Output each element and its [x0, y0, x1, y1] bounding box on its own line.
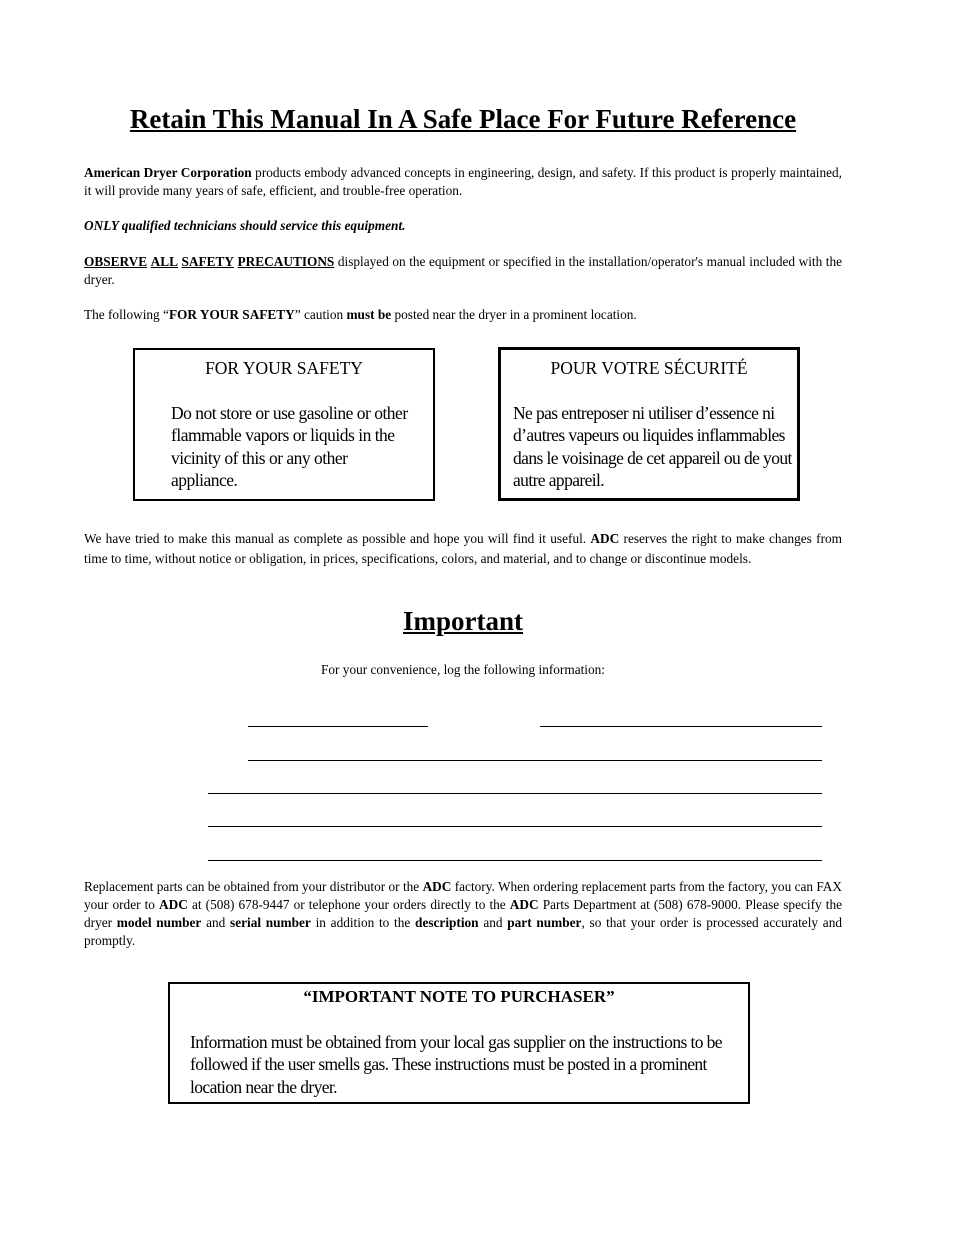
replacement-bold-4: model number — [116, 915, 202, 930]
replacement-text-7: and — [478, 915, 508, 930]
caution-text-1: The following “ — [84, 307, 169, 322]
all-word: ALL — [150, 254, 178, 269]
safety-box-english-heading: FOR YOUR SAFETY — [205, 358, 363, 378]
replacement-bold-1: ADC — [422, 879, 452, 894]
page-title: Retain This Manual In A Safe Place For Future Reference — [129, 104, 797, 134]
log-line-1b[interactable] — [540, 726, 822, 727]
log-line-5[interactable] — [208, 860, 822, 861]
company-name: American Dryer Corporation — [84, 165, 252, 180]
purchaser-note-heading: “IMPORTANT NOTE TO PURCHASER” — [303, 987, 615, 1006]
log-line-1a[interactable] — [248, 726, 428, 727]
observe-paragraph — [84, 253, 842, 289]
precautions-word: PRECAUTIONS — [237, 254, 335, 269]
replacement-paragraph — [84, 878, 842, 950]
caution-paragraph — [84, 306, 842, 324]
log-line-2[interactable] — [248, 760, 822, 761]
replacement-bold-7: part number — [507, 915, 582, 930]
caution-bold-2: must be — [346, 307, 392, 322]
qualified-note: ONLY qualified technicians should service this equipment. — [84, 218, 406, 233]
replacement-text-2: factory. When ordering replacement parts from the factory, you can FAX your order to — [84, 879, 842, 912]
manual-note-text-1: We have tried to make this manual as complete as possible and hope you will find it useful. — [84, 531, 591, 546]
log-line-4[interactable] — [208, 826, 822, 827]
manual-note-text-2: reserves the right to make changes from time to time, without notice or obligation, in prices, specifications, colors, and material, and to change or discontinue models. — [84, 531, 843, 566]
intro-paragraph — [84, 164, 842, 200]
purchaser-note-box — [168, 982, 750, 1104]
observe-word: OBSERVE — [84, 254, 148, 269]
manual-note-bold: ADC — [590, 531, 620, 546]
safety-word: SAFETY — [181, 254, 234, 269]
replacement-text-5: and — [201, 915, 231, 930]
safety-box-english-body: Do not store or use gasoline or other flammable vapors or liquids in the vicinity of this or any other appliance. — [171, 402, 408, 490]
safety-box-french-body: Ne pas entreposer ni utiliser d’essence ni d’autres vapeurs ou liquides inflammables dans le voisinage de cet appareil ou de yout autre appareil. — [513, 402, 792, 490]
important-heading: Important — [403, 606, 523, 636]
convenience-text: For your convenience, log the following information: — [321, 662, 605, 677]
replacement-bold-6: description — [415, 915, 479, 930]
safety-box-french — [498, 347, 800, 501]
observe-text: displayed on the equipment or specified in the installation/operator's manual included with the dryer. — [84, 254, 843, 287]
replacement-text-6: in addition to the — [310, 915, 416, 930]
replacement-text-8: , so that your order is processed accurately and promptly. — [84, 915, 842, 948]
purchaser-note-body: Information must be obtained from your local gas supplier on the instructions to be followed if the user smells gas. These instructions must be posted in a prominent location near the dryer. — [190, 1031, 722, 1097]
log-line-3[interactable] — [208, 793, 822, 794]
replacement-text-1: Replacement parts can be obtained from your distributor or the — [84, 879, 423, 894]
replacement-text-3: at (508) 678-9447 or telephone your orders directly to the — [187, 897, 510, 912]
replacement-bold-3: ADC — [509, 897, 539, 912]
replacement-bold-2: ADC — [159, 897, 188, 912]
replacement-text-4: Parts Department at (508) 678-9000. Please specify the dryer — [84, 897, 842, 930]
replacement-bold-5: serial number — [230, 915, 311, 930]
caution-text-3: posted near the dryer in a prominent location. — [391, 307, 637, 322]
manual-note-paragraph — [84, 529, 842, 568]
caution-text-2: ” caution — [294, 307, 347, 322]
safety-box-english — [133, 348, 435, 501]
intro-text: products embody advanced concepts in engineering, design, and safety. If this product is properly maintained, it will provide many years of safe, efficient, and trouble-free operation. — [84, 165, 842, 198]
caution-bold-1: FOR YOUR SAFETY — [168, 307, 295, 322]
safety-box-french-heading: POUR VOTRE SÉCURITÉ — [550, 358, 748, 378]
